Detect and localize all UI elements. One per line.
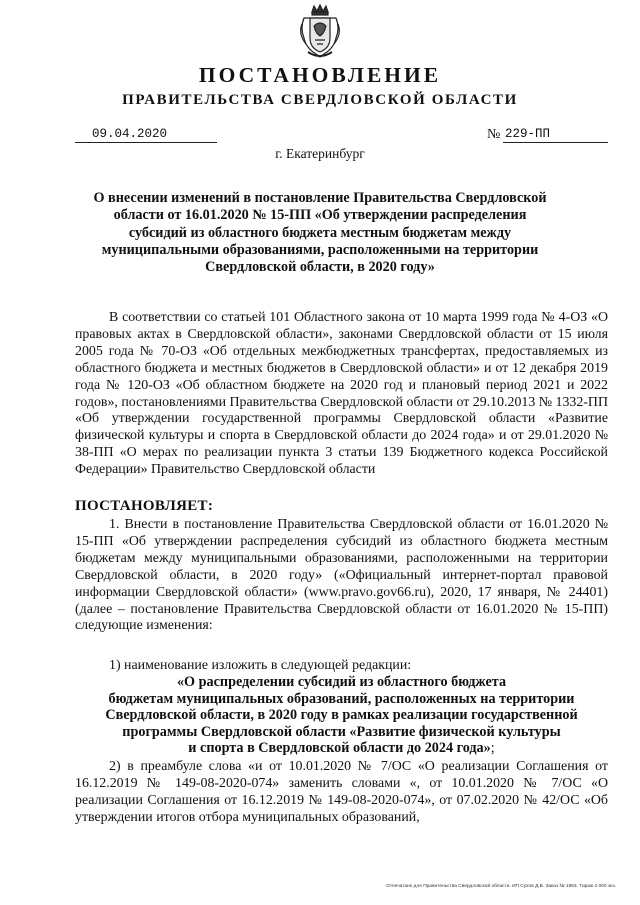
subitem-2-paragraph: 2) в преамбуле слова «и от 10.01.2020 № 7/ОС «О реализации Соглашения от 16.12.2019 № 149-08-2020-074» заменить словами «, от 10.01.2020 № 7/ОС «О реализации Соглашения от 16.12.2019 № 149-08-2020-074», от 07.02.2020 № 42/ОС «Об утверждении итогов отбора муниципальных образований, xyxy=(75,759,608,825)
resolves-label: ПОСТАНОВЛЯЕТ: xyxy=(75,498,214,514)
preamble-paragraph: В соответствии со статьей 101 Областного закона от 10 марта 1999 года № 4-ОЗ «О правовых актах в Свердловской области», законами Свердловской области от 15 июля 2005 года № 70-ОЗ «Об отдельных межбюджетных трансфертах, предоставляемых из областного бюджета и местных бюджетов в Свердловской области» и от 12 декабря 2019 года № 120-ОЗ «Об областном бюджете на 2020 год и плановый период 2021 и 2022 годов», постановлениями Правительства Свердловской области от 29.10.2013 № 1332-ПП «Об утверждении государственной программы Свердловской области «Развитие физической культуры и спорта в Свердловской области до 2024 года» и от 29.01.2020 № 38-ПП «О мерах по реализации пункта 3 статьи 139 Бюджетного кодекса Российской Федерации» Правительство Свердловской области xyxy=(75,310,608,478)
number-label: № xyxy=(487,127,501,142)
new-title-line xyxy=(75,740,608,757)
number-underline xyxy=(503,142,608,143)
item-1-paragraph: 1. Внести в постановление Правительства Свердловской области от 16.01.2020 № 15-ПП «Об утверждении распределения субсидий из областного бюджета местным бюджетам между муниципальными образованиями, расположенными на территории Свердловской области, в 2020 году» («Официальный интернет-портал правовой информации Свердловской области» (www.pravo.gov66.ru), 2020, 17 января, № 24401) (далее – постановление Правительства Свердловской области от 16.01.2020 № 15-ПП) следующие изменения: xyxy=(75,517,608,634)
new-title-line: «О распределении субсидий из областного бюджета xyxy=(176,674,507,690)
city: г. Екатеринбург xyxy=(275,146,365,161)
new-title-line: программы Свердловской области «Развитие физической культуры xyxy=(122,723,561,740)
document-heading: О внесении изменений в постановление Правительства Свердловской области от 16.01.2020 № 15-ПП «Об утверждении распределения субсидий из областного бюджета местным бюджетам между муниципальными образованиями, расположенными на территории Свердловской области, в 2020 году» xyxy=(93,190,547,276)
new-title-line: бюджетам муниципальных образований, расположенных на территории xyxy=(108,690,575,707)
document-date: 09.04.2020 xyxy=(92,127,168,141)
document-title: ПОСТАНОВЛЕНИЕ xyxy=(198,63,442,87)
print-note: Отпечатано для Правительства Свердловской области. ИП Сухов Д.В. Заказ № 1963. Тираж 2 000 экз. xyxy=(386,884,616,889)
new-title-block xyxy=(75,674,608,757)
document-subtitle: ПРАВИТЕЛЬСТВА СВЕРДЛОВСКОЙ ОБЛАСТИ xyxy=(122,92,518,108)
date-underline xyxy=(75,142,217,143)
new-title-last-line: и спорта в Свердловской области до 2024 года» xyxy=(188,740,491,757)
subitem-1: 1) наименование изложить в следующей редакции: xyxy=(109,658,412,673)
new-title-line: Свердловской области, в 2020 году в рамках реализации государственной xyxy=(105,707,578,724)
document-number: 229-ПП xyxy=(505,127,551,141)
coat-of-arms-icon xyxy=(296,4,344,60)
new-title-semicolon: ; xyxy=(490,740,495,757)
